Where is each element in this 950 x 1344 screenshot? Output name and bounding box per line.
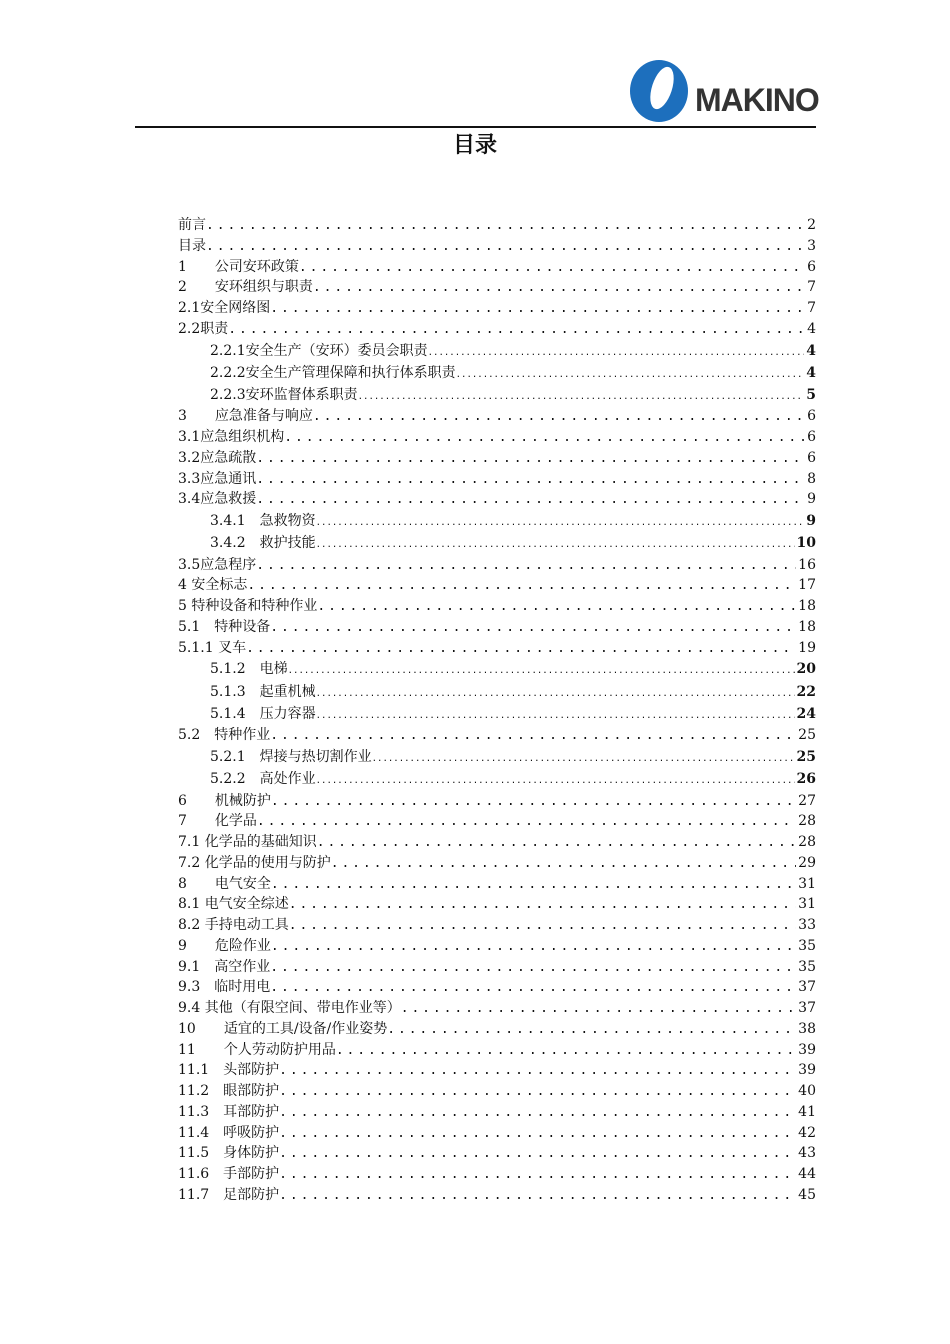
toc-entry-label: 3.5应急程序	[178, 556, 257, 573]
makino-logo-icon	[628, 58, 692, 124]
toc-entry-label: 9.1 高空作业	[178, 958, 271, 975]
toc-dot-leader	[299, 258, 805, 279]
toc-entry-label: 2.1安全网络图	[178, 300, 271, 316]
toc-entry-page-number: 40	[798, 1083, 816, 1100]
toc-entry[interactable]	[178, 874, 816, 895]
toc-entry[interactable]	[178, 638, 816, 659]
toc-dot-leader	[206, 216, 805, 237]
toc-entry[interactable]	[178, 362, 816, 384]
toc-entry[interactable]	[178, 532, 816, 554]
toc-dot-leader	[331, 854, 796, 875]
toc-entry-page-number: 6	[807, 429, 816, 446]
toc-dot-leader	[387, 1020, 796, 1041]
toc-entry-label: 6 机械防护	[178, 792, 271, 809]
toc-entry-label: 4 安全标志	[178, 577, 248, 594]
toc-dot-leader	[257, 812, 796, 833]
toc-entry[interactable]	[178, 1164, 816, 1185]
toc-entry[interactable]	[178, 915, 816, 936]
toc-entry-page-number: 35	[798, 937, 816, 954]
toc-entry-label: 8 电气安全	[178, 875, 271, 892]
toc-entry-label: 11.7 足部防护	[178, 1186, 280, 1203]
toc-entry-label: 3.3应急通讯	[178, 470, 257, 487]
toc-dot-leader	[270, 299, 805, 320]
toc-entry-page-number: 24	[796, 706, 816, 723]
toc-entry[interactable]	[178, 725, 816, 746]
toc-dot-leader	[317, 833, 796, 854]
toc-entry-page-number: 41	[798, 1103, 816, 1120]
toc-entry-label: 9.3 临时用电	[178, 979, 271, 996]
toc-entry[interactable]	[178, 894, 816, 915]
toc-entry-page-number: 6	[807, 258, 816, 275]
toc-dot-leader	[428, 342, 805, 364]
toc-entry[interactable]	[178, 277, 816, 298]
toc-entry[interactable]	[178, 1019, 816, 1040]
toc-entry-label: 8.2 手持电动工具	[178, 917, 289, 934]
toc-entry-label: 11.5 身体防护	[178, 1145, 280, 1162]
toc-entry-label: 11.4 呼吸防护	[178, 1124, 280, 1141]
toc-entry-label: 9.4 其他（有限空间、带电作业等）	[178, 1000, 401, 1017]
toc-entry-label: 3.4.2 救护技能	[210, 535, 316, 552]
toc-dot-leader	[270, 726, 796, 747]
toc-entry-label: 目录	[178, 237, 206, 254]
toc-dot-leader	[271, 875, 796, 896]
toc-entry[interactable]	[178, 427, 816, 448]
toc-entry-page-number: 28	[798, 834, 816, 851]
toc-dot-leader	[256, 449, 805, 470]
toc-entry[interactable]	[178, 1060, 816, 1081]
toc-entry-label: 5.2.2 高处作业	[210, 771, 316, 788]
toc-entry-label: 2 安环组织与职责	[178, 279, 313, 296]
toc-entry-page-number: 16	[798, 556, 816, 573]
toc-entry-page-number: 43	[798, 1145, 816, 1162]
toc-dot-leader	[316, 705, 795, 727]
toc-dot-leader	[279, 1124, 796, 1145]
toc-entry-page-number: 22	[796, 683, 816, 700]
toc-dot-leader	[279, 1082, 796, 1103]
toc-dot-leader	[279, 1061, 796, 1082]
toc-entry[interactable]	[178, 791, 816, 812]
toc-entry-page-number: 4	[807, 320, 816, 337]
toc-entry-page-number: 27	[798, 792, 816, 809]
toc-dot-leader	[256, 490, 805, 511]
toc-dot-leader	[271, 792, 796, 813]
toc-entry[interactable]	[178, 489, 816, 510]
toc-entry-page-number: 39	[798, 1041, 816, 1058]
toc-entry-label: 8.1 电气安全综述	[178, 896, 289, 913]
toc-dot-leader	[313, 407, 805, 428]
toc-dot-leader	[247, 576, 796, 597]
toc-entry-page-number: 5	[806, 387, 816, 404]
toc-entry-label: 7.1 化学品的基础知识	[178, 834, 317, 851]
toc-dot-leader	[316, 512, 805, 534]
toc-dot-leader	[316, 770, 795, 792]
toc-entry-page-number: 35	[798, 958, 816, 975]
toc-entry-label: 2.2职责	[178, 320, 229, 337]
toc-entry-page-number: 19	[798, 639, 816, 656]
toc-entry-label: 10 适宜的工具/设备/作业姿势	[178, 1020, 388, 1037]
toc-entry[interactable]	[178, 1185, 816, 1206]
toc-entry-page-number: 7	[807, 279, 816, 296]
toc-entry[interactable]	[178, 811, 816, 832]
toc-entry-page-number: 37	[798, 1000, 816, 1017]
toc-entry-page-number: 6	[807, 449, 816, 466]
toc-entry-label: 3.2应急疏散	[178, 449, 257, 466]
toc-entry[interactable]	[178, 1123, 816, 1144]
toc-entry-label: 7 化学品	[178, 813, 257, 830]
toc-entry-page-number: 38	[798, 1020, 816, 1037]
toc-entry-label: 11.1 头部防护	[178, 1062, 280, 1079]
toc-entry-page-number: 44	[798, 1166, 816, 1183]
toc-entry-page-number: 4	[806, 342, 816, 359]
toc-entry-label: 11 个人劳动防护用品	[178, 1041, 336, 1058]
toc-entry-page-number: 31	[798, 875, 816, 892]
toc-dot-leader	[316, 534, 795, 556]
toc-dot-leader	[289, 916, 796, 937]
toc-entry-page-number: 25	[796, 749, 816, 766]
toc-entry-page-number: 18	[798, 618, 816, 635]
toc-entry[interactable]	[178, 768, 816, 790]
toc-entry[interactable]	[178, 555, 816, 576]
toc-entry[interactable]	[178, 340, 816, 362]
toc-dot-leader	[401, 999, 796, 1020]
toc-entry-page-number: 7	[807, 300, 816, 316]
toc-entry-page-number: 6	[807, 408, 816, 425]
toc-entry-label: 3.4应急救援	[178, 491, 257, 508]
toc-entry-label: 11.6 手部防护	[178, 1166, 280, 1183]
toc-entry-label: 5.1.3 起重机械	[210, 683, 316, 700]
toc-dot-leader	[270, 618, 796, 639]
toc-entry-page-number: 31	[798, 896, 816, 913]
toc-entry[interactable]	[178, 596, 816, 617]
toc-entry-page-number: 29	[798, 854, 816, 871]
toc-entry[interactable]	[178, 1143, 816, 1164]
toc-entry-label: 2.2.2安全生产管理保障和执行体系职责	[210, 364, 456, 381]
toc-entry[interactable]	[178, 703, 816, 725]
toc-entry-page-number: 45	[798, 1186, 816, 1203]
toc-entry[interactable]	[178, 998, 816, 1019]
toc-entry[interactable]	[178, 215, 816, 236]
toc-entry-page-number: 37	[798, 979, 816, 996]
toc-dot-leader	[256, 470, 805, 491]
toc-entry[interactable]	[178, 575, 816, 596]
toc-dot-leader	[313, 278, 805, 299]
toc-entry-label: 3.1应急组织机构	[178, 429, 285, 446]
toc-entry[interactable]	[178, 853, 816, 874]
toc-dot-leader	[279, 1144, 796, 1165]
toc-dot-leader	[289, 895, 796, 916]
page-title: 目录	[452, 133, 497, 158]
toc-entry-label: 2.2.1安全生产（安环）委员会职责	[210, 342, 428, 359]
toc-entry-label: 11.3 耳部防护	[178, 1103, 280, 1120]
toc-entry-label: 5.2 特种作业	[178, 727, 271, 744]
toc-entry-label: 2.2.3安环监督体系职责	[210, 387, 358, 404]
toc-entry[interactable]	[178, 257, 816, 278]
toc-entry-label: 前言	[178, 217, 206, 233]
toc-entry[interactable]	[178, 236, 816, 257]
toc-dot-leader	[316, 683, 795, 705]
toc-dot-leader	[270, 978, 796, 999]
toc-entry-page-number: 28	[798, 813, 816, 830]
toc-entry[interactable]	[178, 681, 816, 703]
toc-dot-leader	[270, 958, 796, 979]
toc-dot-leader	[288, 660, 795, 682]
toc-entry[interactable]	[178, 319, 816, 340]
toc-dot-leader	[256, 556, 796, 577]
toc-entry-label: 7.2 化学品的使用与防护	[178, 854, 331, 871]
toc-entry-label: 9 危险作业	[178, 937, 271, 954]
makino-logo	[628, 58, 818, 124]
toc-entry-page-number: 33	[798, 917, 816, 934]
toc-entry-label: 1 公司安环政策	[178, 258, 299, 275]
toc-entry-page-number: 18	[798, 598, 816, 615]
toc-entry[interactable]	[178, 936, 816, 957]
toc-entry[interactable]	[178, 406, 816, 427]
toc-entry-page-number: 17	[798, 577, 816, 594]
toc-entry-page-number: 3	[807, 237, 816, 254]
toc-entry-page-number: 9	[807, 491, 816, 508]
toc-dot-leader	[317, 597, 796, 618]
toc-entry-label: 5.1.4 压力容器	[210, 706, 316, 723]
toc-entry[interactable]	[178, 1081, 816, 1102]
toc-entry[interactable]	[178, 510, 816, 532]
toc-entry-label: 11.2 眼部防护	[178, 1083, 280, 1100]
toc-dot-leader	[246, 639, 796, 660]
toc-entry-page-number: 26	[796, 771, 816, 788]
toc-dot-leader	[271, 937, 796, 958]
toc-entry[interactable]	[178, 1040, 816, 1061]
toc-entry[interactable]	[178, 746, 816, 768]
toc-entry-label: 5.1.1 叉车	[178, 639, 247, 656]
toc-dot-leader	[228, 320, 805, 341]
toc-dot-leader	[456, 364, 805, 386]
toc-entry[interactable]	[178, 469, 816, 490]
toc-dot-leader	[279, 1165, 796, 1186]
toc-entry-label: 5 特种设备和特种作业	[178, 598, 318, 615]
toc-entry[interactable]	[178, 617, 816, 638]
toc-entry-page-number: 10	[796, 535, 816, 552]
toc-entry-label: 5.1 特种设备	[178, 618, 271, 635]
toc-dot-leader	[279, 1103, 796, 1124]
table-of-contents	[178, 215, 816, 1206]
toc-entry-page-number: 39	[798, 1062, 816, 1079]
header-rule	[135, 126, 816, 128]
logo-text: MAKINO	[695, 82, 819, 118]
toc-entry[interactable]	[178, 384, 816, 406]
toc-entry[interactable]	[178, 1102, 816, 1123]
toc-dot-leader	[358, 386, 805, 408]
toc-dot-leader	[284, 428, 805, 449]
toc-entry[interactable]	[178, 298, 816, 319]
toc-entry-page-number: 42	[798, 1124, 816, 1141]
toc-entry-page-number: 4	[806, 364, 816, 381]
toc-entry-label: 3 应急准备与响应	[178, 408, 313, 425]
toc-entry[interactable]	[178, 957, 816, 978]
toc-entry-label: 5.1.2 电梯	[210, 661, 288, 678]
toc-dot-leader	[336, 1041, 796, 1062]
toc-entry-page-number: 8	[807, 470, 816, 487]
toc-dot-leader	[279, 1186, 796, 1207]
toc-entry-page-number: 20	[796, 661, 816, 678]
toc-entry[interactable]	[178, 658, 816, 680]
toc-entry-page-number: 9	[806, 513, 816, 530]
toc-entry-label: 5.2.1 焊接与热切割作业	[210, 749, 372, 766]
toc-entry-label: 3.4.1 急救物资	[210, 513, 316, 530]
toc-entry-page-number: 25	[798, 727, 816, 744]
toc-dot-leader	[372, 748, 795, 770]
toc-dot-leader	[206, 237, 805, 258]
toc-entry[interactable]	[178, 977, 816, 998]
toc-entry[interactable]	[178, 832, 816, 853]
toc-entry[interactable]	[178, 448, 816, 469]
toc-entry-page-number: 2	[807, 217, 816, 233]
